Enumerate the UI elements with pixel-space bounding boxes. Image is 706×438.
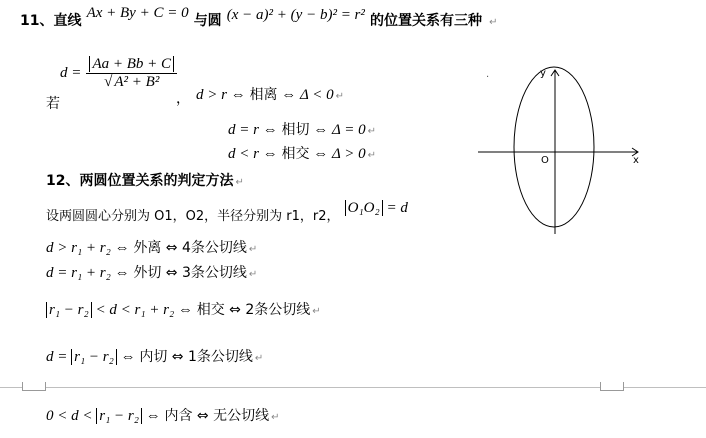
relation-intersecting: r₁ − r₂ < d < r₁ + r₂ ⇔ 相交 ⇔ 2条公切线 ↵ bbox=[46, 299, 321, 319]
relation-contained: 0 < d < r₁ − r₂ ⇔ 内含 ⇔ 无公切线 ↵ bbox=[46, 408, 280, 424]
heading-prefix: 11、直线 bbox=[20, 13, 82, 29]
relation-external: d > r₁ + r₂ ⇔ 外离 ⇔ 4条公切线 ↵ bbox=[46, 240, 258, 256]
x-axis-label: x bbox=[633, 155, 639, 166]
relation-tangent: d = r ⇔ 相切 ⇔ Δ = 0 ↵ bbox=[228, 122, 377, 138]
if-word: 若 bbox=[46, 96, 60, 112]
center-distance: O₁O₂ = d bbox=[345, 200, 408, 216]
heading-suffix: 的位置关系有三种 bbox=[370, 13, 482, 29]
small-mark: · bbox=[486, 72, 490, 83]
relation-intersect: d < r ⇔ 相交 ⇔ Δ > 0 ↵ bbox=[228, 146, 377, 162]
ellipse-curve bbox=[514, 67, 594, 227]
origin-label: O bbox=[541, 155, 549, 166]
heading-mid: 与圆 bbox=[193, 13, 222, 29]
section-12-intro bbox=[46, 200, 408, 225]
page-marker-right bbox=[600, 382, 624, 391]
return-mark: ↵ bbox=[489, 17, 498, 28]
circle-equation: (x − a)² + (y − b)² = r² bbox=[226, 7, 365, 23]
distance-comma: ， bbox=[176, 91, 190, 107]
distance-lhs: d = bbox=[60, 65, 82, 81]
distance-numerator: Aa + Bb + C bbox=[89, 56, 174, 72]
distance-formula bbox=[60, 56, 177, 91]
relation-internal-tangent: d = r₁ − r₂ ⇔ 内切 ⇔ 1条公切线 ↵ bbox=[46, 349, 264, 365]
page-marker-left bbox=[22, 382, 46, 391]
distance-fraction: $\frac{Aa + Bb + C}{\text{√ A² + B²}}$ bbox=[86, 56, 177, 91]
distance-denominator: A² + B² bbox=[114, 74, 160, 90]
section-12-heading: 12、两圆位置关系的判定方法 ↵ bbox=[46, 173, 244, 189]
section-11-heading bbox=[20, 5, 498, 38]
coordinate-figure bbox=[470, 60, 650, 240]
relation-external-tangent: d = r₁ + r₂ ⇔ 外切 ⇔ 3条公切线 ↵ bbox=[46, 265, 258, 281]
y-axis-label: y bbox=[540, 68, 546, 79]
line-equation: Ax + By + C = 0 bbox=[86, 5, 189, 21]
intro-text: 设两圆圆心分别为 O1，O2，半径分别为 r1，r2， bbox=[46, 209, 340, 224]
relation-separate: d > r ⇔ 相离 ⇔ Δ < 0 ↵ bbox=[196, 87, 345, 103]
